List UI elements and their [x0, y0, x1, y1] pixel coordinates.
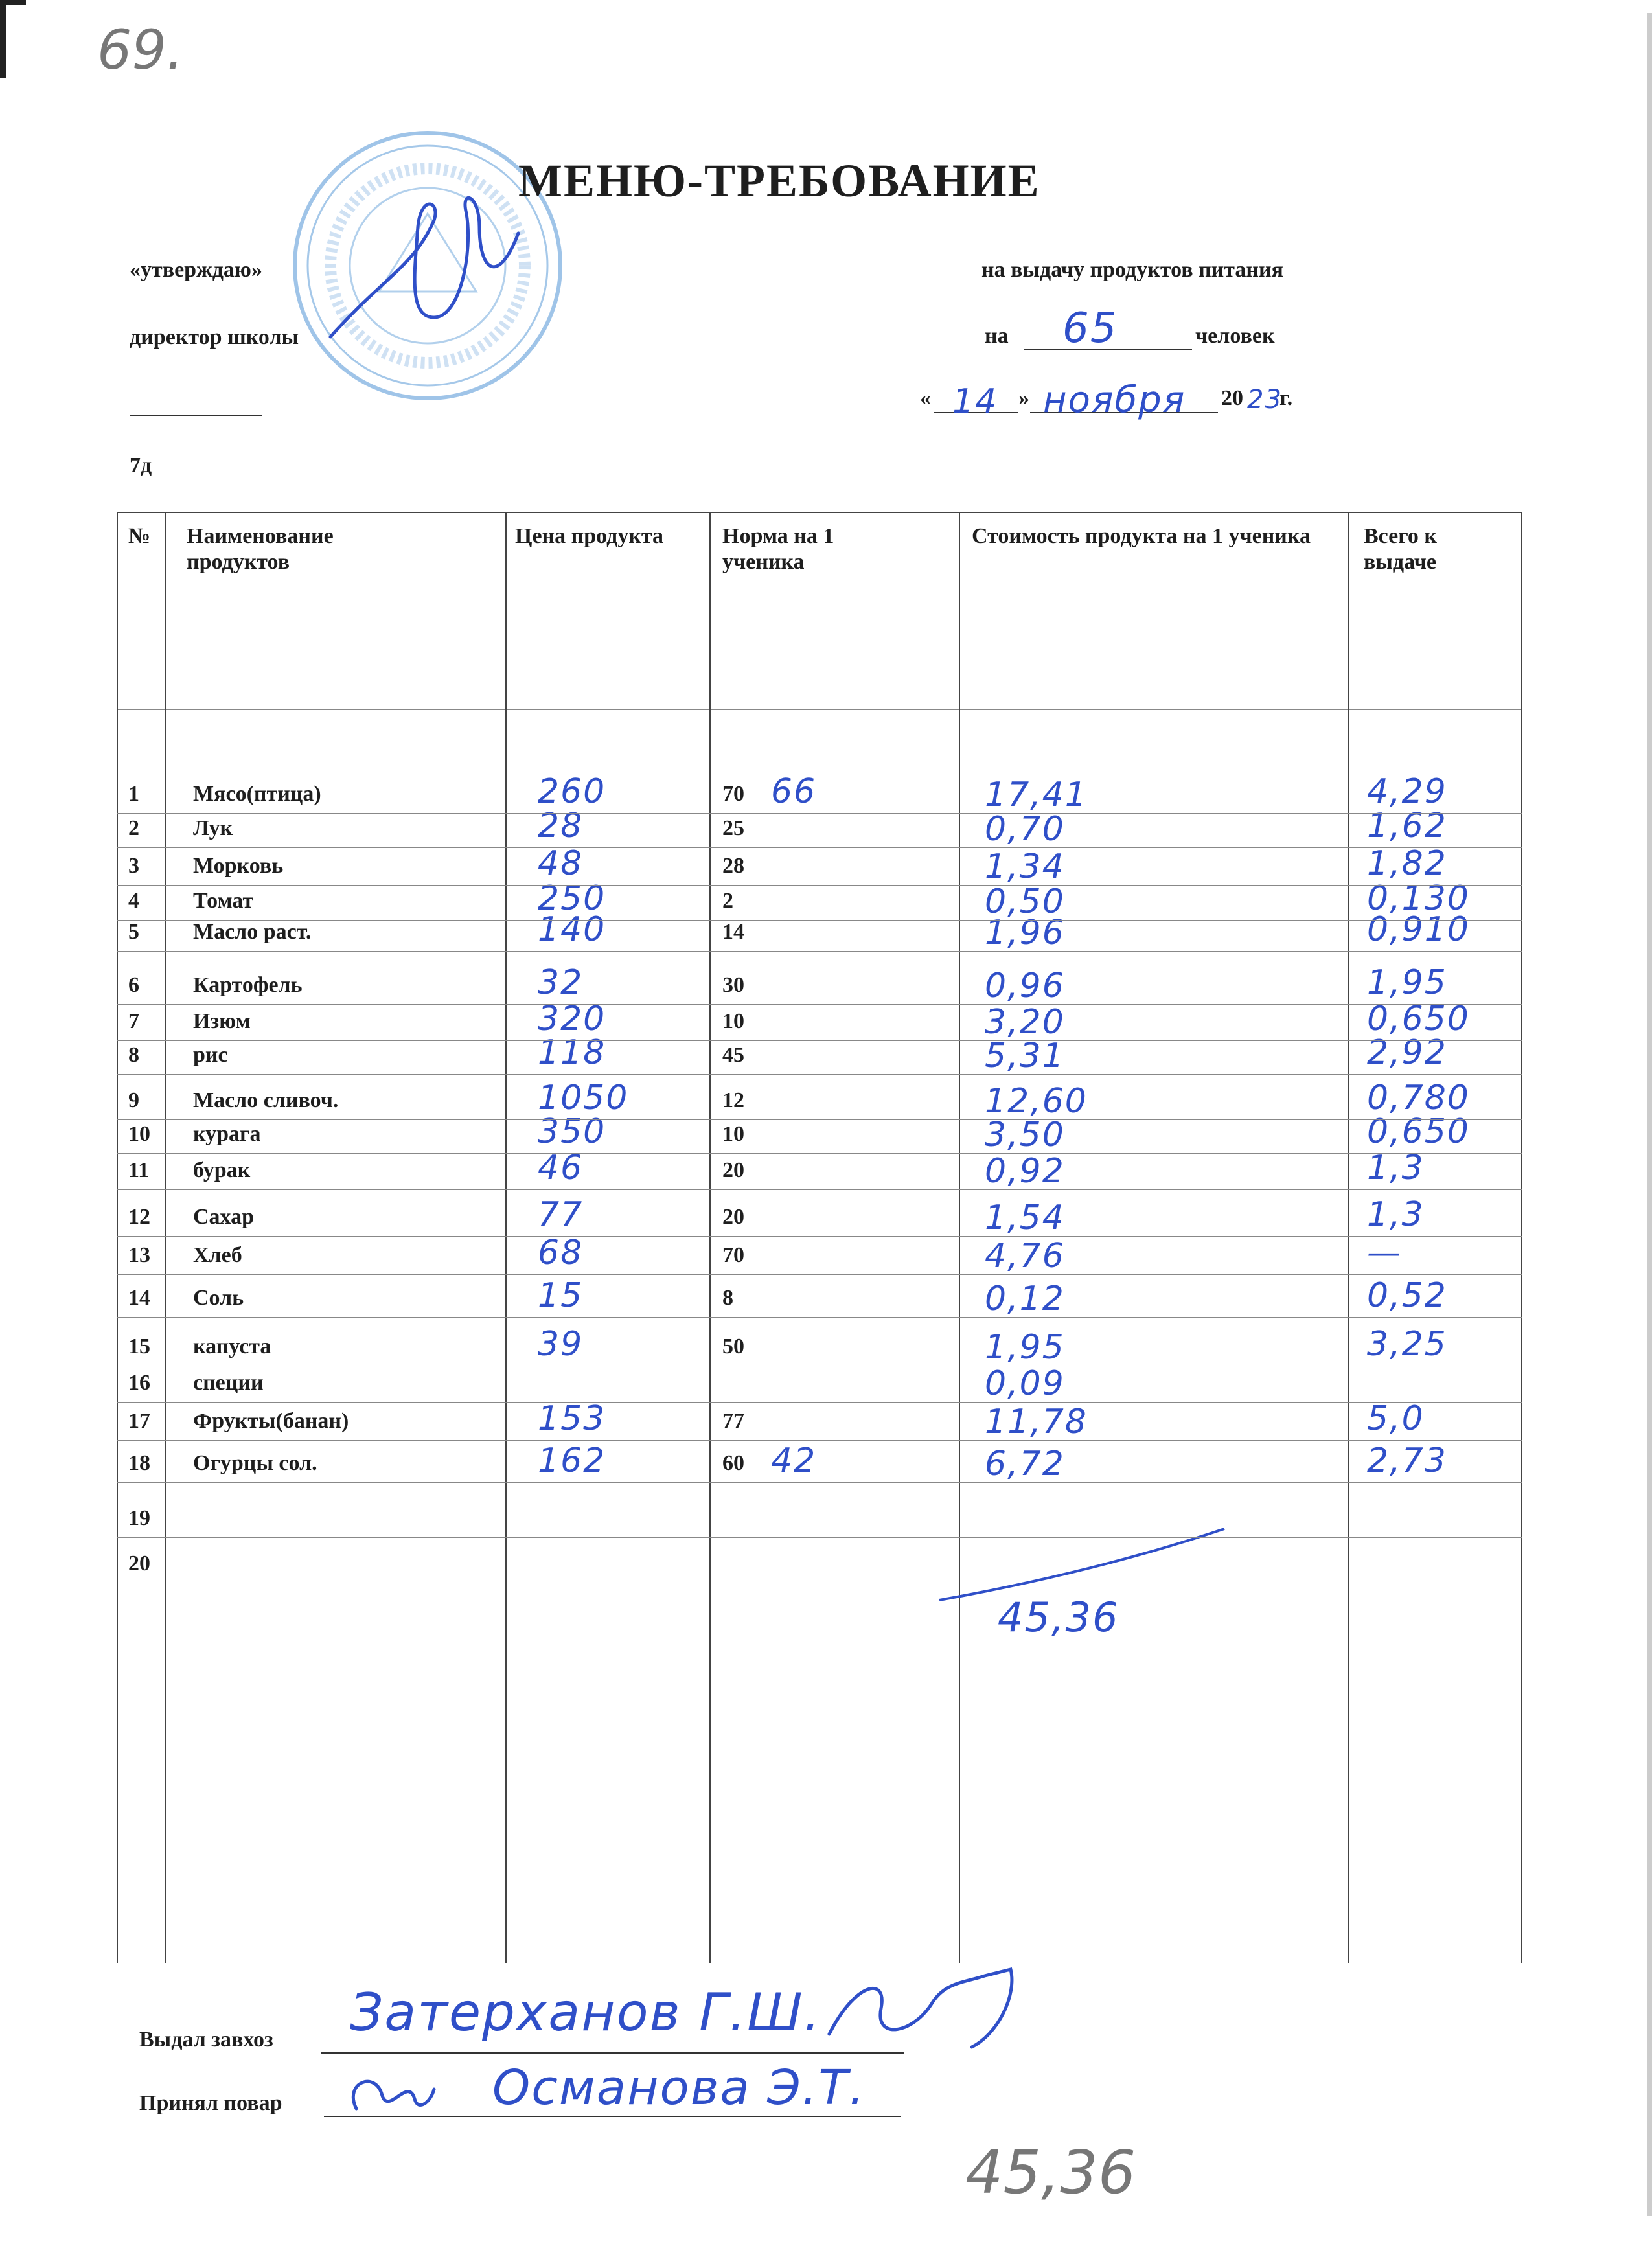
scan-edge-left — [0, 0, 6, 78]
norm-per-student: 2 — [722, 889, 733, 913]
product-name: Огурцы сол. — [193, 1451, 317, 1475]
issued-by-signature: Затерханов Г.Ш. — [350, 1982, 822, 2043]
row-line — [117, 1119, 1522, 1120]
row-line — [117, 1482, 1522, 1483]
row-number: 19 — [128, 1506, 150, 1530]
row-line — [117, 1274, 1522, 1275]
issue-label: на выдачу продуктов питания — [981, 258, 1283, 282]
date-year-suffix: г. — [1279, 386, 1293, 410]
cost-per-student: 3,20 — [985, 1003, 1065, 1042]
table-header-divider — [117, 709, 1522, 710]
total-to-issue: 0,650 — [1367, 1112, 1470, 1151]
norm-per-student: 20 — [722, 1158, 744, 1182]
row-line — [117, 1004, 1522, 1005]
col-line-6 — [1521, 512, 1522, 1963]
date-year-hand: 23 — [1247, 385, 1283, 415]
norm-per-student: 30 — [722, 973, 744, 997]
row-number: 15 — [128, 1334, 150, 1358]
approve-label: «утверждаю» — [130, 258, 262, 282]
row-number: 9 — [128, 1088, 139, 1112]
product-name: бурак — [193, 1158, 251, 1182]
product-name: специи — [193, 1371, 264, 1395]
date-day: 14 — [952, 382, 998, 421]
total-to-issue: 4,29 — [1367, 772, 1447, 811]
total-to-issue: 0,130 — [1367, 879, 1470, 918]
cost-per-student: 0,12 — [985, 1279, 1065, 1318]
col-header-norm: Норма на 1 ученика — [722, 524, 834, 574]
col-header-price: Цена продукта — [515, 524, 664, 548]
product-name: курага — [193, 1122, 261, 1146]
cost-per-student: 12,60 — [985, 1082, 1088, 1121]
product-name: Масло раст. — [193, 920, 312, 944]
date-open-quote: « — [920, 386, 931, 410]
col-header-total: Всего к выдаче — [1364, 524, 1437, 574]
row-line — [117, 847, 1522, 848]
product-name: Фрукты(банан) — [193, 1409, 349, 1433]
product-name: Томат — [193, 889, 254, 913]
cost-per-student: 3,50 — [985, 1116, 1065, 1154]
product-price: 118 — [538, 1033, 606, 1072]
date-year-prefix: 20 — [1221, 386, 1243, 410]
product-price: 39 — [538, 1325, 584, 1364]
cost-per-student: 1,95 — [985, 1328, 1065, 1367]
row-number: 18 — [128, 1451, 150, 1475]
row-number: 16 — [128, 1371, 150, 1395]
norm-per-student: 50 — [722, 1334, 744, 1358]
product-name: Соль — [193, 1286, 244, 1310]
page-number: 69. — [97, 18, 184, 82]
product-price: 28 — [538, 807, 584, 845]
col-header-cost: Стоимость продукта на 1 ученика — [972, 524, 1311, 548]
product-price: 77 — [538, 1195, 584, 1234]
cost-per-student: 6,72 — [985, 1445, 1065, 1483]
total-to-issue: 1,3 — [1367, 1195, 1425, 1234]
cost-per-student: 4,76 — [985, 1237, 1065, 1276]
total-to-issue: — — [1367, 1233, 1402, 1272]
norm-correction: 66 — [771, 772, 817, 811]
bottom-total: 45,36 — [965, 2138, 1136, 2207]
norm-per-student: 14 — [722, 920, 744, 944]
scan-edge-top — [0, 0, 26, 5]
col-line-4 — [959, 512, 960, 1963]
norm-per-student: 77 — [722, 1409, 744, 1433]
norm-per-student: 8 — [722, 1286, 733, 1310]
total-to-issue: 0,780 — [1367, 1079, 1470, 1117]
norm-correction: 42 — [771, 1441, 817, 1480]
col-line-2 — [505, 512, 507, 1963]
col-line-1 — [165, 512, 166, 1963]
norm-per-student: 25 — [722, 816, 744, 840]
product-price: 68 — [538, 1233, 584, 1272]
row-line — [117, 1537, 1522, 1538]
product-price: 32 — [538, 963, 584, 1002]
row-number: 13 — [128, 1243, 150, 1267]
table-top-border — [117, 512, 1522, 513]
issued-by-label: Выдал завхоз — [139, 2028, 273, 2052]
norm-per-student: 20 — [722, 1205, 744, 1229]
cost-per-student: 0,96 — [985, 967, 1065, 1005]
product-name: рис — [193, 1043, 228, 1067]
row-number: 17 — [128, 1409, 150, 1433]
received-by-scribble — [337, 2063, 441, 2128]
row-number: 1 — [128, 782, 139, 806]
date-month: ноября — [1043, 379, 1186, 421]
row-number: 10 — [128, 1122, 150, 1146]
row-line — [117, 885, 1522, 886]
row-number: 14 — [128, 1286, 150, 1310]
product-price: 153 — [538, 1399, 606, 1438]
row-line — [117, 1153, 1522, 1154]
cost-sum: 45,36 — [998, 1594, 1119, 1641]
cost-per-student: 0,70 — [985, 810, 1065, 849]
row-number: 2 — [128, 816, 139, 840]
menu-table — [117, 512, 1522, 1963]
cost-per-student: 1,34 — [985, 847, 1065, 886]
people-suffix: человек — [1195, 324, 1275, 348]
cost-per-student: 0,50 — [985, 882, 1065, 921]
day-code: 7д — [130, 453, 152, 477]
product-price: 46 — [538, 1149, 584, 1187]
product-price: 350 — [538, 1112, 606, 1151]
row-line — [117, 1074, 1522, 1075]
total-to-issue: 2,92 — [1367, 1033, 1447, 1072]
row-number: 5 — [128, 920, 139, 944]
product-name: капуста — [193, 1334, 271, 1358]
total-to-issue: 1,82 — [1367, 844, 1447, 883]
product-price: 15 — [538, 1276, 584, 1315]
director-signature-line — [130, 415, 262, 416]
issued-by-scribble — [816, 1956, 1024, 2060]
cost-per-student: 0,09 — [985, 1364, 1065, 1403]
row-line — [117, 1040, 1522, 1041]
cost-per-student: 1,54 — [985, 1198, 1065, 1237]
product-name: Мясо(птица) — [193, 782, 321, 806]
row-number: 12 — [128, 1205, 150, 1229]
row-line — [117, 1189, 1522, 1190]
norm-per-student: 70 — [722, 782, 744, 806]
product-price: 162 — [538, 1441, 606, 1480]
row-number: 4 — [128, 889, 139, 913]
product-name: Хлеб — [193, 1243, 242, 1267]
cost-per-student: 1,96 — [985, 913, 1065, 952]
people-prefix: на — [985, 324, 1009, 348]
row-line — [117, 1402, 1522, 1403]
cost-per-student: 11,78 — [985, 1403, 1088, 1441]
row-line — [117, 951, 1522, 952]
col-line-3 — [709, 512, 711, 1963]
total-to-issue: 1,95 — [1367, 963, 1447, 1002]
row-line — [117, 1440, 1522, 1441]
product-price: 48 — [538, 844, 584, 883]
total-to-issue: 0,910 — [1367, 910, 1470, 949]
norm-per-student: 10 — [722, 1122, 744, 1146]
col-line-5 — [1348, 512, 1349, 1963]
received-by-label: Принял повар — [139, 2091, 282, 2115]
total-to-issue: 2,73 — [1367, 1441, 1447, 1480]
row-number: 20 — [128, 1552, 150, 1575]
document-title: МЕНЮ-ТРЕБОВАНИЕ — [518, 155, 1040, 207]
cost-per-student: 17,41 — [985, 775, 1088, 814]
norm-per-student: 28 — [722, 854, 744, 878]
row-line — [117, 1317, 1522, 1318]
cost-per-student: 0,92 — [985, 1152, 1065, 1191]
scan-edge-right — [1647, 13, 1652, 2216]
row-line — [117, 1236, 1522, 1237]
product-price: 140 — [538, 910, 606, 949]
product-name: Изюм — [193, 1009, 251, 1033]
norm-per-student: 70 — [722, 1243, 744, 1267]
norm-per-student: 45 — [722, 1043, 744, 1067]
norm-per-student: 12 — [722, 1088, 744, 1112]
product-name: Сахар — [193, 1205, 255, 1229]
director-label: директор школы — [130, 325, 299, 349]
total-to-issue: 0,650 — [1367, 1000, 1470, 1038]
received-by-signature: Османова Э.Т. — [492, 2060, 866, 2116]
people-count: 65 — [1062, 304, 1118, 352]
total-to-issue: 0,52 — [1367, 1276, 1447, 1315]
row-number: 3 — [128, 854, 139, 878]
row-line — [117, 813, 1522, 814]
row-number: 11 — [128, 1158, 150, 1182]
total-to-issue: 5,0 — [1367, 1399, 1425, 1438]
product-price: 260 — [538, 772, 606, 811]
total-to-issue: 3,25 — [1367, 1325, 1447, 1364]
date-close-quote: » — [1018, 386, 1029, 410]
col-header-name: Наименование продуктов — [187, 524, 334, 574]
norm-per-student: 10 — [722, 1009, 744, 1033]
product-price: 1050 — [538, 1079, 629, 1117]
total-to-issue: 1,62 — [1367, 807, 1447, 845]
cost-per-student: 5,31 — [985, 1037, 1065, 1075]
row-number: 8 — [128, 1043, 139, 1067]
row-number: 7 — [128, 1009, 139, 1033]
product-price: 250 — [538, 879, 606, 918]
product-name: Лук — [193, 816, 233, 840]
col-header-number: № — [128, 524, 151, 548]
row-line — [117, 920, 1522, 921]
product-price: 320 — [538, 1000, 606, 1038]
row-number: 6 — [128, 973, 139, 997]
norm-per-student: 60 — [722, 1451, 744, 1475]
product-name: Картофель — [193, 973, 303, 997]
total-to-issue: 1,3 — [1367, 1149, 1425, 1187]
product-name: Масло сливоч. — [193, 1088, 339, 1112]
product-name: Морковь — [193, 854, 284, 878]
col-line-0 — [117, 512, 118, 1963]
